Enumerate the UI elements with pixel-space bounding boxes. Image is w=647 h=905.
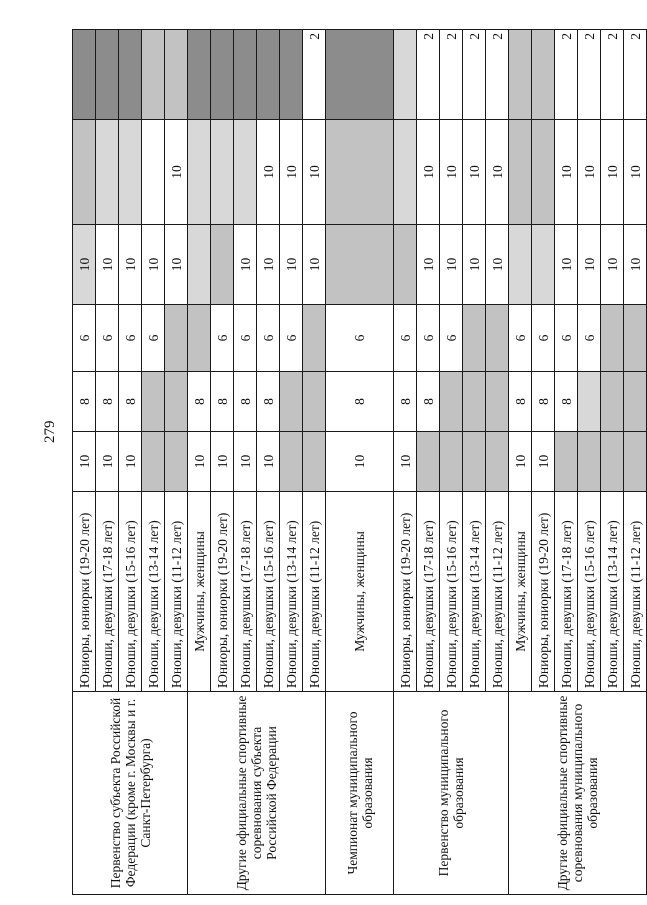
value-cell bbox=[486, 432, 509, 492]
value-cell: 10 bbox=[257, 120, 280, 225]
value-cell: 10 bbox=[463, 225, 486, 305]
value-cell bbox=[486, 305, 509, 372]
value-cell: 10 bbox=[280, 120, 303, 225]
value-cell bbox=[188, 305, 211, 372]
table-row bbox=[394, 30, 417, 895]
value-cell: 8 bbox=[555, 372, 578, 432]
value-cell: 6 bbox=[96, 305, 119, 372]
value-cell bbox=[234, 30, 257, 120]
value-cell bbox=[624, 305, 647, 372]
value-cell: 10 bbox=[119, 432, 142, 492]
value-cell bbox=[601, 305, 624, 372]
competition-name: Чемпионат муниципального образования bbox=[326, 692, 394, 895]
value-cell: 8 bbox=[234, 372, 257, 432]
category-cell: Юноши, девушки (11-12 лет) bbox=[624, 492, 647, 692]
value-cell: 6 bbox=[73, 305, 96, 372]
category-cell: Юниоры, юниорки (19-20 лет) bbox=[532, 492, 555, 692]
value-cell bbox=[73, 120, 96, 225]
value-cell: 8 bbox=[509, 372, 532, 432]
value-cell: 10 bbox=[601, 120, 624, 225]
value-cell: 10 bbox=[486, 225, 509, 305]
value-cell: 10 bbox=[303, 225, 326, 305]
value-cell bbox=[142, 432, 165, 492]
value-cell bbox=[303, 372, 326, 432]
value-cell bbox=[394, 225, 417, 305]
value-cell bbox=[509, 120, 532, 225]
value-cell: 2 bbox=[555, 30, 578, 120]
value-cell: 10 bbox=[417, 120, 440, 225]
value-cell bbox=[234, 120, 257, 225]
value-cell: 6 bbox=[555, 305, 578, 372]
value-cell bbox=[394, 30, 417, 120]
value-cell bbox=[486, 372, 509, 432]
value-cell: 10 bbox=[624, 225, 647, 305]
value-cell bbox=[624, 432, 647, 492]
value-cell: 10 bbox=[601, 225, 624, 305]
value-cell bbox=[509, 30, 532, 120]
value-cell bbox=[463, 432, 486, 492]
competition-name: Другие официальные спортивные соревнования муниципального образования bbox=[509, 692, 647, 895]
value-cell: 10 bbox=[234, 432, 257, 492]
value-cell: 2 bbox=[417, 30, 440, 120]
category-cell: Юниоры, юниорки (19-20 лет) bbox=[73, 492, 96, 692]
value-cell: 10 bbox=[234, 225, 257, 305]
value-cell: 10 bbox=[165, 120, 188, 225]
value-cell: 8 bbox=[211, 372, 234, 432]
value-cell: 6 bbox=[440, 305, 463, 372]
category-cell: Юноши, девушки (17-18 лет) bbox=[417, 492, 440, 692]
value-cell: 10 bbox=[119, 225, 142, 305]
table-row bbox=[188, 30, 211, 895]
value-cell: 6 bbox=[257, 305, 280, 372]
sports-competitions-table bbox=[72, 29, 647, 895]
value-cell bbox=[532, 120, 555, 225]
category-cell: Мужчины, женщины bbox=[188, 492, 211, 692]
value-cell: 10 bbox=[486, 120, 509, 225]
category-cell: Юноши, девушки (17-18 лет) bbox=[96, 492, 119, 692]
category-cell: Мужчины, женщины bbox=[509, 492, 532, 692]
value-cell: 8 bbox=[417, 372, 440, 432]
value-cell bbox=[165, 372, 188, 432]
category-cell: Юноши, девушки (11-12 лет) bbox=[165, 492, 188, 692]
competition-name: Первенство субъекта Российской Федерации (кроме г. Москвы и г. Санкт-Петербурга) bbox=[73, 692, 188, 895]
value-cell bbox=[142, 30, 165, 120]
category-cell: Юноши, девушки (17-18 лет) bbox=[234, 492, 257, 692]
value-cell: 10 bbox=[555, 225, 578, 305]
value-cell bbox=[211, 120, 234, 225]
value-cell bbox=[211, 30, 234, 120]
value-cell bbox=[578, 372, 601, 432]
value-cell: 6 bbox=[326, 305, 394, 372]
table-row bbox=[73, 30, 96, 895]
category-cell: Юноши, девушки (13-14 лет) bbox=[463, 492, 486, 692]
category-cell: Юноши, девушки (17-18 лет) bbox=[555, 492, 578, 692]
value-cell bbox=[394, 120, 417, 225]
category-cell: Юноши, девушки (13-14 лет) bbox=[142, 492, 165, 692]
page-number: 279 bbox=[42, 420, 58, 443]
value-cell: 10 bbox=[463, 120, 486, 225]
category-cell: Юноши, девушки (13-14 лет) bbox=[601, 492, 624, 692]
value-cell bbox=[532, 225, 555, 305]
value-cell: 10 bbox=[555, 120, 578, 225]
category-cell: Юноши, девушки (15-16 лет) bbox=[257, 492, 280, 692]
value-cell bbox=[119, 120, 142, 225]
value-cell: 6 bbox=[578, 305, 601, 372]
category-cell: Юниоры, юниорки (19-20 лет) bbox=[211, 492, 234, 692]
value-cell: 6 bbox=[532, 305, 555, 372]
value-cell bbox=[119, 30, 142, 120]
value-cell bbox=[257, 30, 280, 120]
value-cell: 6 bbox=[234, 305, 257, 372]
category-cell: Юноши, девушки (15-16 лет) bbox=[119, 492, 142, 692]
value-cell: 10 bbox=[578, 120, 601, 225]
value-cell bbox=[303, 432, 326, 492]
competition-name: Первенство муниципального образования bbox=[394, 692, 509, 895]
value-cell: 10 bbox=[96, 225, 119, 305]
value-cell bbox=[188, 30, 211, 120]
value-cell bbox=[73, 30, 96, 120]
value-cell: 8 bbox=[188, 372, 211, 432]
value-cell bbox=[463, 372, 486, 432]
value-cell: 8 bbox=[96, 372, 119, 432]
value-cell: 2 bbox=[303, 30, 326, 120]
category-cell: Юноши, девушки (13-14 лет) bbox=[280, 492, 303, 692]
category-cell: Юноши, девушки (11-12 лет) bbox=[486, 492, 509, 692]
value-cell bbox=[463, 305, 486, 372]
value-cell: 10 bbox=[303, 120, 326, 225]
value-cell bbox=[165, 432, 188, 492]
value-cell bbox=[601, 372, 624, 432]
value-cell: 10 bbox=[624, 120, 647, 225]
value-cell bbox=[188, 120, 211, 225]
value-cell bbox=[440, 432, 463, 492]
value-cell: 10 bbox=[509, 432, 532, 492]
value-cell: 10 bbox=[578, 225, 601, 305]
value-cell: 6 bbox=[119, 305, 142, 372]
value-cell: 8 bbox=[326, 372, 394, 432]
value-cell: 8 bbox=[257, 372, 280, 432]
value-cell bbox=[211, 225, 234, 305]
value-cell bbox=[417, 432, 440, 492]
category-cell: Юноши, девушки (15-16 лет) bbox=[440, 492, 463, 692]
value-cell: 10 bbox=[440, 225, 463, 305]
value-cell bbox=[440, 372, 463, 432]
category-cell: Юниоры, юниорки (19-20 лет) bbox=[394, 492, 417, 692]
value-cell bbox=[326, 120, 394, 225]
value-cell: 10 bbox=[326, 432, 394, 492]
category-cell: Юноши, девушки (11-12 лет) bbox=[303, 492, 326, 692]
value-cell: 10 bbox=[257, 225, 280, 305]
value-cell bbox=[303, 305, 326, 372]
value-cell: 10 bbox=[211, 432, 234, 492]
category-cell: Мужчины, женщины bbox=[326, 492, 394, 692]
value-cell bbox=[165, 30, 188, 120]
value-cell: 2 bbox=[463, 30, 486, 120]
value-cell bbox=[578, 432, 601, 492]
value-cell: 6 bbox=[509, 305, 532, 372]
table-row bbox=[509, 30, 532, 895]
value-cell: 10 bbox=[532, 432, 555, 492]
value-cell: 8 bbox=[394, 372, 417, 432]
rotated-table-sheet bbox=[72, 30, 643, 895]
value-cell: 10 bbox=[394, 432, 417, 492]
value-cell bbox=[555, 432, 578, 492]
value-cell: 8 bbox=[119, 372, 142, 432]
value-cell bbox=[142, 120, 165, 225]
competition-name: Другие официальные спортивные соревнования субъекта Российской Федерации bbox=[188, 692, 326, 895]
value-cell: 2 bbox=[486, 30, 509, 120]
table-row bbox=[326, 30, 394, 895]
value-cell: 6 bbox=[417, 305, 440, 372]
value-cell bbox=[326, 225, 394, 305]
value-cell bbox=[509, 225, 532, 305]
value-cell: 6 bbox=[211, 305, 234, 372]
value-cell bbox=[188, 225, 211, 305]
value-cell: 2 bbox=[601, 30, 624, 120]
value-cell: 6 bbox=[280, 305, 303, 372]
category-cell: Юноши, девушки (15-16 лет) bbox=[578, 492, 601, 692]
value-cell bbox=[624, 372, 647, 432]
value-cell bbox=[165, 305, 188, 372]
value-cell bbox=[532, 30, 555, 120]
value-cell: 8 bbox=[73, 372, 96, 432]
value-cell: 2 bbox=[578, 30, 601, 120]
value-cell bbox=[280, 30, 303, 120]
value-cell bbox=[601, 432, 624, 492]
value-cell: 10 bbox=[142, 225, 165, 305]
value-cell bbox=[96, 30, 119, 120]
value-cell: 10 bbox=[73, 225, 96, 305]
value-cell: 6 bbox=[142, 305, 165, 372]
value-cell bbox=[142, 372, 165, 432]
value-cell: 10 bbox=[96, 432, 119, 492]
value-cell: 2 bbox=[440, 30, 463, 120]
value-cell: 10 bbox=[440, 120, 463, 225]
value-cell: 10 bbox=[188, 432, 211, 492]
value-cell: 10 bbox=[257, 432, 280, 492]
value-cell: 6 bbox=[394, 305, 417, 372]
value-cell bbox=[326, 30, 394, 120]
value-cell bbox=[280, 432, 303, 492]
value-cell: 10 bbox=[280, 225, 303, 305]
value-cell: 10 bbox=[417, 225, 440, 305]
value-cell: 10 bbox=[73, 432, 96, 492]
value-cell: 2 bbox=[624, 30, 647, 120]
value-cell: 8 bbox=[532, 372, 555, 432]
value-cell: 10 bbox=[165, 225, 188, 305]
value-cell bbox=[96, 120, 119, 225]
value-cell bbox=[280, 372, 303, 432]
